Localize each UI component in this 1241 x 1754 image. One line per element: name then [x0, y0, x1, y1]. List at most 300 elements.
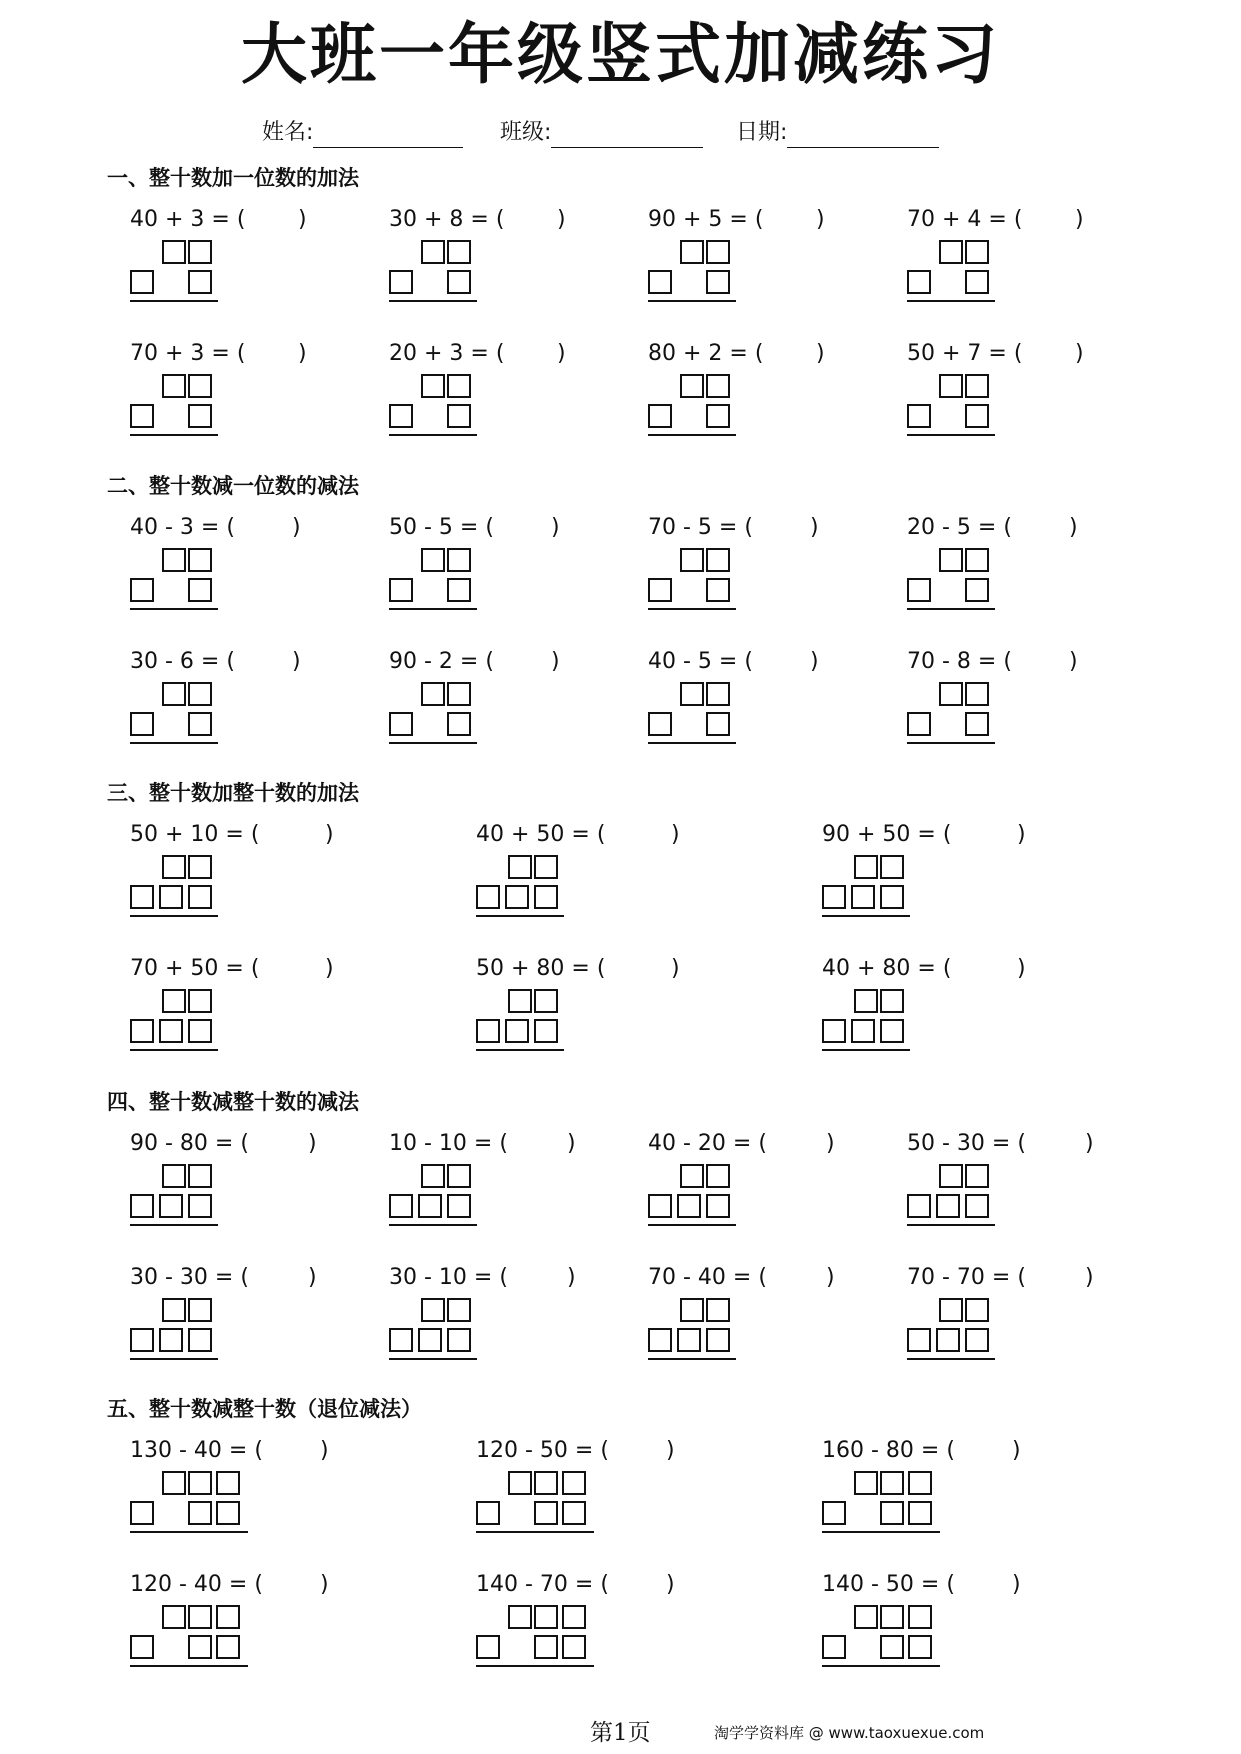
digit-box[interactable]	[389, 404, 413, 428]
answer-paren-close: )	[1012, 1572, 1021, 1597]
digit-box[interactable]	[447, 548, 471, 572]
problem-item	[130, 514, 360, 624]
digit-box[interactable]	[188, 1298, 212, 1322]
name-field[interactable]	[262, 118, 463, 148]
problem-item	[648, 1264, 878, 1374]
answer-paren-close: )	[298, 207, 307, 232]
answer-paren-close: )	[1085, 1131, 1094, 1156]
digit-box[interactable]	[476, 1635, 500, 1659]
digit-box[interactable]	[159, 1328, 183, 1352]
sum-rule-line	[130, 434, 218, 436]
digit-box[interactable]	[216, 1471, 240, 1495]
digit-box[interactable]	[908, 1501, 932, 1525]
answer-blank[interactable]	[764, 516, 814, 542]
digit-box[interactable]	[447, 1194, 471, 1218]
answer-blank[interactable]	[505, 650, 555, 676]
answer-blank[interactable]	[960, 1439, 1010, 1465]
answer-blank[interactable]	[257, 823, 307, 849]
digit-box[interactable]	[188, 1605, 212, 1629]
equation-text: 40 - 5 = (	[648, 649, 753, 674]
digit-box[interactable]	[965, 404, 989, 428]
digit-box[interactable]	[534, 885, 558, 909]
digit-box[interactable]	[130, 885, 154, 909]
sum-rule-line	[648, 1224, 736, 1226]
answer-blank[interactable]	[505, 516, 555, 542]
digit-box[interactable]	[421, 548, 445, 572]
digit-box[interactable]	[939, 1298, 963, 1322]
problem-item	[389, 514, 619, 624]
digit-box[interactable]	[188, 374, 212, 398]
digit-box[interactable]	[421, 240, 445, 264]
digit-box[interactable]	[851, 1019, 875, 1043]
digit-box[interactable]	[447, 1298, 471, 1322]
answer-blank[interactable]	[603, 957, 653, 983]
sum-rule-line	[648, 1358, 736, 1360]
digit-box[interactable]	[447, 404, 471, 428]
worksheet-title: 大班一年级竖式加减练习	[241, 15, 1000, 93]
digit-box[interactable]	[880, 989, 904, 1013]
digit-box[interactable]	[130, 712, 154, 736]
problem-item	[389, 1264, 619, 1374]
digit-box[interactable]	[188, 1471, 212, 1495]
digit-box[interactable]	[706, 682, 730, 706]
digit-box[interactable]	[188, 1635, 212, 1659]
answer-blank[interactable]	[764, 650, 814, 676]
digit-box[interactable]	[505, 885, 529, 909]
digit-box[interactable]	[188, 1194, 212, 1218]
digit-box[interactable]	[447, 1328, 471, 1352]
digit-box[interactable]	[706, 1194, 730, 1218]
digit-box[interactable]	[851, 885, 875, 909]
sum-rule-line	[130, 300, 218, 302]
answer-blank[interactable]	[1023, 208, 1073, 234]
digit-box[interactable]	[188, 1019, 212, 1043]
digit-box[interactable]	[880, 1471, 904, 1495]
answer-blank[interactable]	[960, 1573, 1010, 1599]
digit-box[interactable]	[188, 578, 212, 602]
sum-rule-line	[476, 915, 564, 917]
digit-box[interactable]	[822, 1501, 846, 1525]
digit-box[interactable]	[706, 1164, 730, 1188]
digit-box[interactable]	[418, 1194, 442, 1218]
digit-box[interactable]	[648, 270, 672, 294]
digit-box[interactable]	[389, 578, 413, 602]
answer-blank[interactable]	[516, 1132, 566, 1158]
problem-item	[822, 821, 1052, 931]
name-label: 姓名:	[262, 120, 314, 145]
digit-box[interactable]	[939, 1164, 963, 1188]
equation-text: 50 + 80 = (	[476, 956, 606, 981]
digit-box[interactable]	[680, 240, 704, 264]
digit-box[interactable]	[648, 712, 672, 736]
sum-rule-line	[907, 1224, 995, 1226]
problem-item	[907, 648, 1137, 758]
digit-box[interactable]	[706, 578, 730, 602]
digit-box[interactable]	[216, 1635, 240, 1659]
problem-item	[130, 821, 360, 931]
answer-blank[interactable]	[1034, 1266, 1084, 1292]
digit-box[interactable]	[965, 270, 989, 294]
answer-paren-close: )	[666, 1572, 675, 1597]
class-field[interactable]	[500, 118, 703, 148]
sum-rule-line	[389, 1224, 477, 1226]
digit-box[interactable]	[505, 1019, 529, 1043]
digit-box[interactable]	[880, 855, 904, 879]
digit-box[interactable]	[130, 1328, 154, 1352]
equation-text: 70 + 3 = (	[130, 341, 246, 366]
sum-rule-line	[130, 608, 218, 610]
digit-box[interactable]	[908, 1635, 932, 1659]
digit-box[interactable]	[216, 1605, 240, 1629]
digit-box[interactable]	[880, 1635, 904, 1659]
digit-box[interactable]	[389, 1328, 413, 1352]
digit-box[interactable]	[476, 1501, 500, 1525]
date-blank-line[interactable]	[787, 119, 939, 148]
problem-item	[389, 206, 619, 316]
answer-paren-close: )	[671, 822, 680, 847]
sum-rule-line	[476, 1531, 594, 1533]
digit-box[interactable]	[939, 240, 963, 264]
problem-item	[130, 955, 360, 1065]
digit-box[interactable]	[447, 270, 471, 294]
answer-blank[interactable]	[505, 208, 555, 234]
digit-box[interactable]	[188, 240, 212, 264]
answer-blank[interactable]	[246, 342, 296, 368]
digit-box[interactable]	[389, 712, 413, 736]
answer-paren-close: )	[810, 649, 819, 674]
digit-box[interactable]	[880, 1019, 904, 1043]
answer-paren-close: )	[325, 822, 334, 847]
problem-item	[130, 1571, 360, 1681]
digit-box[interactable]	[965, 578, 989, 602]
digit-box[interactable]	[447, 682, 471, 706]
digit-box[interactable]	[162, 240, 186, 264]
answer-blank[interactable]	[949, 957, 999, 983]
digit-box[interactable]	[822, 1019, 846, 1043]
answer-paren-close: )	[666, 1438, 675, 1463]
digit-box[interactable]	[680, 1298, 704, 1322]
answer-paren-close: )	[567, 1131, 576, 1156]
digit-box[interactable]	[476, 1019, 500, 1043]
digit-box[interactable]	[907, 270, 931, 294]
date-label: 日期:	[736, 120, 788, 145]
digit-box[interactable]	[447, 240, 471, 264]
digit-box[interactable]	[534, 1635, 558, 1659]
digit-box[interactable]	[965, 1164, 989, 1188]
answer-blank[interactable]	[246, 208, 296, 234]
digit-box[interactable]	[965, 1298, 989, 1322]
equation-text: 50 + 7 = (	[907, 341, 1023, 366]
digit-box[interactable]	[508, 1605, 532, 1629]
digit-box[interactable]	[706, 1328, 730, 1352]
answer-blank[interactable]	[257, 957, 307, 983]
digit-box[interactable]	[159, 1194, 183, 1218]
digit-box[interactable]	[822, 1635, 846, 1659]
equation-text: 30 - 10 = (	[389, 1265, 508, 1290]
answer-blank[interactable]	[246, 516, 296, 542]
answer-blank[interactable]	[268, 1573, 318, 1599]
digit-box[interactable]	[677, 1328, 701, 1352]
equation-text: 90 + 5 = (	[648, 207, 764, 232]
digit-box[interactable]	[476, 885, 500, 909]
sum-rule-line	[389, 300, 477, 302]
sum-rule-line	[822, 1049, 910, 1051]
digit-box[interactable]	[907, 578, 931, 602]
digit-box[interactable]	[188, 1328, 212, 1352]
digit-box[interactable]	[421, 374, 445, 398]
digit-box[interactable]	[188, 989, 212, 1013]
digit-box[interactable]	[648, 578, 672, 602]
digit-box[interactable]	[907, 1328, 931, 1352]
problem-item	[907, 514, 1137, 624]
digit-box[interactable]	[706, 404, 730, 428]
digit-box[interactable]	[162, 989, 186, 1013]
digit-box[interactable]	[447, 712, 471, 736]
sum-rule-line	[130, 1531, 248, 1533]
digit-box[interactable]	[162, 548, 186, 572]
answer-blank[interactable]	[603, 823, 653, 849]
digit-box[interactable]	[706, 548, 730, 572]
student-info-row	[0, 118, 1241, 152]
digit-box[interactable]	[706, 712, 730, 736]
sum-rule-line	[648, 742, 736, 744]
answer-blank[interactable]	[949, 823, 999, 849]
digit-box[interactable]	[418, 1328, 442, 1352]
digit-box[interactable]	[130, 270, 154, 294]
problem-item	[907, 340, 1137, 450]
date-field[interactable]	[736, 118, 939, 148]
digit-box[interactable]	[706, 270, 730, 294]
equation-text: 160 - 80 = (	[822, 1438, 955, 1463]
answer-paren-close: )	[292, 649, 301, 674]
problem-item	[389, 340, 619, 450]
digit-box[interactable]	[162, 374, 186, 398]
digit-box[interactable]	[162, 1298, 186, 1322]
digit-box[interactable]	[534, 1605, 558, 1629]
digit-box[interactable]	[188, 885, 212, 909]
answer-paren-close: )	[810, 515, 819, 540]
answer-blank[interactable]	[1023, 650, 1073, 676]
digit-box[interactable]	[854, 1605, 878, 1629]
digit-box[interactable]	[389, 1194, 413, 1218]
problem-item	[130, 1264, 360, 1374]
equation-text: 50 + 10 = (	[130, 822, 260, 847]
digit-box[interactable]	[854, 1471, 878, 1495]
digit-box[interactable]	[421, 1164, 445, 1188]
name-blank-line[interactable]	[313, 119, 463, 148]
sum-rule-line	[907, 300, 995, 302]
digit-box[interactable]	[680, 374, 704, 398]
digit-box[interactable]	[508, 989, 532, 1013]
answer-blank[interactable]	[1023, 342, 1073, 368]
equation-text: 30 - 6 = (	[130, 649, 235, 674]
digit-box[interactable]	[939, 548, 963, 572]
digit-box[interactable]	[534, 1471, 558, 1495]
digit-box[interactable]	[130, 1635, 154, 1659]
answer-paren-close: )	[826, 1265, 835, 1290]
class-blank-line[interactable]	[551, 119, 703, 148]
digit-box[interactable]	[880, 1501, 904, 1525]
equation-text: 40 + 50 = (	[476, 822, 606, 847]
digit-box[interactable]	[965, 548, 989, 572]
equation-text: 20 + 3 = (	[389, 341, 505, 366]
sum-rule-line	[822, 1665, 940, 1667]
answer-blank[interactable]	[257, 1132, 307, 1158]
digit-box[interactable]	[965, 374, 989, 398]
answer-blank[interactable]	[614, 1573, 664, 1599]
digit-box[interactable]	[162, 1605, 186, 1629]
equation-text: 140 - 70 = (	[476, 1572, 609, 1597]
digit-box[interactable]	[706, 240, 730, 264]
answer-blank[interactable]	[614, 1439, 664, 1465]
answer-blank[interactable]	[505, 342, 555, 368]
problem-item	[822, 1571, 1052, 1681]
digit-box[interactable]	[648, 1194, 672, 1218]
equation-text: 20 - 5 = (	[907, 515, 1012, 540]
answer-paren-close: )	[292, 515, 301, 540]
answer-paren-close: )	[1069, 649, 1078, 674]
digit-box[interactable]	[447, 1164, 471, 1188]
digit-box[interactable]	[648, 1328, 672, 1352]
answer-blank[interactable]	[775, 1132, 825, 1158]
digit-box[interactable]	[188, 855, 212, 879]
digit-box[interactable]	[130, 578, 154, 602]
digit-box[interactable]	[534, 989, 558, 1013]
digit-box[interactable]	[130, 404, 154, 428]
digit-box[interactable]	[939, 682, 963, 706]
problem-item	[648, 340, 878, 450]
section-title: 五、整十数减整十数（退位减法）	[107, 1397, 422, 1421]
digit-box[interactable]	[822, 885, 846, 909]
digit-box[interactable]	[447, 374, 471, 398]
answer-paren-close: )	[1017, 956, 1026, 981]
answer-blank[interactable]	[1034, 1132, 1084, 1158]
digit-box[interactable]	[907, 1194, 931, 1218]
digit-box[interactable]	[965, 1328, 989, 1352]
digit-box[interactable]	[939, 374, 963, 398]
digit-box[interactable]	[534, 1019, 558, 1043]
digit-box[interactable]	[965, 1194, 989, 1218]
answer-paren-close: )	[1069, 515, 1078, 540]
digit-box[interactable]	[680, 682, 704, 706]
digit-box[interactable]	[880, 885, 904, 909]
digit-box[interactable]	[907, 712, 931, 736]
sum-rule-line	[130, 915, 218, 917]
answer-blank[interactable]	[257, 1266, 307, 1292]
digit-box[interactable]	[706, 374, 730, 398]
digit-box[interactable]	[159, 1019, 183, 1043]
sum-rule-line	[822, 1531, 940, 1533]
digit-box[interactable]	[421, 1298, 445, 1322]
digit-box[interactable]	[965, 682, 989, 706]
digit-box[interactable]	[188, 270, 212, 294]
digit-box[interactable]	[965, 712, 989, 736]
digit-box[interactable]	[562, 1635, 586, 1659]
digit-box[interactable]	[130, 1501, 154, 1525]
digit-box[interactable]	[880, 1605, 904, 1629]
answer-paren-close: )	[1085, 1265, 1094, 1290]
answer-paren-close: )	[816, 341, 825, 366]
digit-box[interactable]	[907, 404, 931, 428]
digit-box[interactable]	[854, 855, 878, 879]
problem-item	[822, 1437, 1052, 1547]
answer-blank[interactable]	[246, 650, 296, 676]
digit-box[interactable]	[677, 1194, 701, 1218]
answer-blank[interactable]	[764, 208, 814, 234]
digit-box[interactable]	[680, 1164, 704, 1188]
digit-box[interactable]	[188, 1501, 212, 1525]
digit-box[interactable]	[159, 885, 183, 909]
digit-box[interactable]	[965, 240, 989, 264]
equation-text: 70 + 50 = (	[130, 956, 260, 981]
answer-paren-close: )	[557, 207, 566, 232]
sum-rule-line	[648, 300, 736, 302]
equation-text: 80 + 2 = (	[648, 341, 764, 366]
digit-box[interactable]	[854, 989, 878, 1013]
sum-rule-line	[648, 608, 736, 610]
digit-box[interactable]	[130, 1019, 154, 1043]
answer-paren-close: )	[1012, 1438, 1021, 1463]
digit-box[interactable]	[936, 1194, 960, 1218]
digit-box[interactable]	[508, 855, 532, 879]
problem-item	[389, 648, 619, 758]
digit-box[interactable]	[508, 1471, 532, 1495]
digit-box[interactable]	[680, 548, 704, 572]
digit-box[interactable]	[389, 270, 413, 294]
digit-box[interactable]	[188, 1164, 212, 1188]
sum-rule-line	[822, 915, 910, 917]
digit-box[interactable]	[562, 1501, 586, 1525]
digit-box[interactable]	[562, 1471, 586, 1495]
digit-box[interactable]	[188, 712, 212, 736]
equation-text: 40 + 3 = (	[130, 207, 246, 232]
problem-item	[648, 514, 878, 624]
equation-text: 50 - 5 = (	[389, 515, 494, 540]
equation-text: 40 - 3 = (	[130, 515, 235, 540]
digit-box[interactable]	[534, 855, 558, 879]
digit-box[interactable]	[936, 1328, 960, 1352]
digit-box[interactable]	[130, 1194, 154, 1218]
digit-box[interactable]	[447, 578, 471, 602]
digit-box[interactable]	[706, 1298, 730, 1322]
digit-box[interactable]	[188, 682, 212, 706]
answer-paren-close: )	[1075, 207, 1084, 232]
digit-box[interactable]	[648, 404, 672, 428]
answer-blank[interactable]	[516, 1266, 566, 1292]
digit-box[interactable]	[534, 1501, 558, 1525]
digit-box[interactable]	[162, 855, 186, 879]
digit-box[interactable]	[162, 1471, 186, 1495]
digit-box[interactable]	[421, 682, 445, 706]
problem-item	[476, 1571, 706, 1681]
digit-box[interactable]	[562, 1605, 586, 1629]
answer-blank[interactable]	[775, 1266, 825, 1292]
digit-box[interactable]	[188, 548, 212, 572]
digit-box[interactable]	[162, 1164, 186, 1188]
answer-blank[interactable]	[1023, 516, 1073, 542]
answer-blank[interactable]	[268, 1439, 318, 1465]
answer-paren-close: )	[551, 515, 560, 540]
sum-rule-line	[907, 1358, 995, 1360]
digit-box[interactable]	[216, 1501, 240, 1525]
answer-blank[interactable]	[764, 342, 814, 368]
digit-box[interactable]	[162, 682, 186, 706]
digit-box[interactable]	[188, 404, 212, 428]
digit-box[interactable]	[908, 1471, 932, 1495]
sum-rule-line	[476, 1049, 564, 1051]
answer-paren-close: )	[826, 1131, 835, 1156]
digit-box[interactable]	[908, 1605, 932, 1629]
